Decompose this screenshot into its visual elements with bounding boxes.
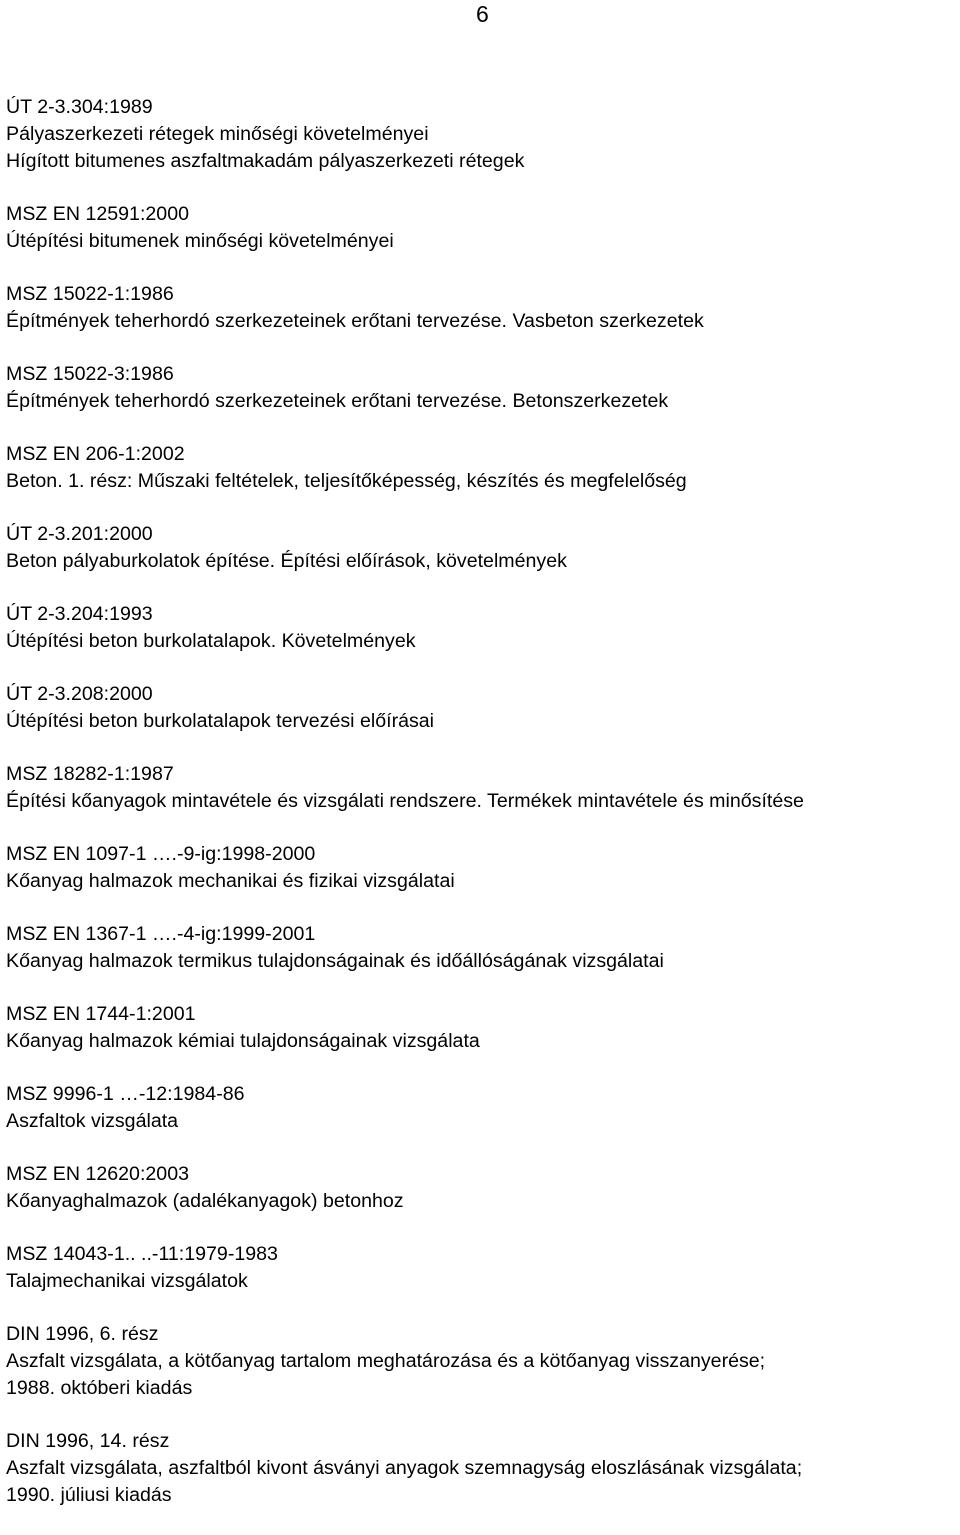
reference-entry xyxy=(6,281,956,335)
reference-code: MSZ 15022-1:1986 xyxy=(6,283,174,305)
reference-entry xyxy=(6,921,956,975)
reference-title: Talajmechanikai vizsgálatok xyxy=(6,1270,248,1292)
reference-entry xyxy=(6,841,956,895)
reference-entry xyxy=(6,1241,956,1295)
reference-code: MSZ EN 12620:2003 xyxy=(6,1163,189,1185)
reference-code: MSZ 18282-1:1987 xyxy=(6,763,174,785)
reference-title: Útépítési bitumenek minőségi követelményei xyxy=(6,230,394,252)
reference-code: MSZ EN 1744-1:2001 xyxy=(6,1003,196,1025)
reference-title: Kőanyag halmazok mechanikai és fizikai vizsgálatai xyxy=(6,870,455,892)
reference-title: Beton pályaburkolatok építése. Építési előírások, követelmények xyxy=(6,550,567,572)
reference-code: MSZ EN 206-1:2002 xyxy=(6,443,185,465)
reference-title: 1990. júliusi kiadás xyxy=(6,1484,172,1506)
reference-entry xyxy=(6,1428,956,1509)
reference-code: MSZ EN 1367-1 ….-4-ig:1999-2001 xyxy=(6,923,316,945)
reference-title: Aszfaltok vizsgálata xyxy=(6,1110,179,1132)
reference-title: 1988. októberi kiadás xyxy=(6,1377,193,1399)
reference-entry xyxy=(6,1161,956,1215)
reference-entry xyxy=(6,1001,956,1055)
reference-title: Kőanyag halmazok kémiai tulajdonságainak vizsgálata xyxy=(6,1030,480,1052)
reference-entry xyxy=(6,1321,956,1402)
reference-title: Aszfalt vizsgálata, aszfaltból kivont ásványi anyagok szemnagyság eloszlásának vizsgálata; xyxy=(6,1457,803,1479)
reference-title: Kőanyaghalmazok (adalékanyagok) betonhoz xyxy=(6,1190,404,1212)
reference-code: ÚT 2-3.304:1989 xyxy=(6,96,153,118)
reference-title: Építmények teherhordó szerkezeteinek erőtani tervezése. Vasbeton szerkezetek xyxy=(6,310,704,332)
reference-title: Aszfalt vizsgálata, a kötőanyag tartalom meghatározása és a kötőanyag visszanyerése; xyxy=(6,1350,766,1372)
reference-list xyxy=(6,94,956,1535)
reference-code: MSZ 9996-1 …-12:1984-86 xyxy=(6,1083,245,1105)
reference-title: Építmények teherhordó szerkezeteinek erőtani tervezése. Betonszerkezetek xyxy=(6,390,669,412)
reference-title: Pályaszerkezeti rétegek minőségi követelményei xyxy=(6,123,429,145)
reference-title: Építési kőanyagok mintavétele és vizsgálati rendszere. Termékek mintavétele és minősítése xyxy=(6,790,804,812)
reference-entry xyxy=(6,1081,956,1135)
reference-entry xyxy=(6,601,956,655)
reference-title: Útépítési beton burkolatalapok. Követelmények xyxy=(6,630,416,652)
reference-title: Hígított bitumenes aszfaltmakadám pályaszerkezeti rétegek xyxy=(6,150,525,172)
reference-code: ÚT 2-3.208:2000 xyxy=(6,683,153,705)
reference-entry xyxy=(6,441,956,495)
reference-entry xyxy=(6,521,956,575)
reference-title: Útépítési beton burkolatalapok tervezési előírásai xyxy=(6,710,435,732)
reference-code: DIN 1996, 14. rész xyxy=(6,1430,170,1452)
reference-entry xyxy=(6,681,956,735)
reference-code: ÚT 2-3.204:1993 xyxy=(6,603,153,625)
reference-title: Beton. 1. rész: Műszaki feltételek, teljesítőképesség, készítés és megfelelőség xyxy=(6,470,687,492)
reference-entry xyxy=(6,761,956,815)
reference-code: MSZ 15022-3:1986 xyxy=(6,363,174,385)
reference-code: DIN 1996, 6. rész xyxy=(6,1323,159,1345)
page-number: 6 xyxy=(476,1,489,27)
reference-code: ÚT 2-3.201:2000 xyxy=(6,523,153,545)
reference-entry xyxy=(6,94,956,175)
reference-entry xyxy=(6,201,956,255)
reference-code: MSZ EN 12591:2000 xyxy=(6,203,189,225)
reference-code: MSZ EN 1097-1 ….-9-ig:1998-2000 xyxy=(6,843,316,865)
reference-code: MSZ 14043-1.. ..-11:1979-1983 xyxy=(6,1243,278,1265)
reference-title: Kőanyag halmazok termikus tulajdonságainak és időállóságának vizsgálatai xyxy=(6,950,664,972)
reference-entry xyxy=(6,361,956,415)
